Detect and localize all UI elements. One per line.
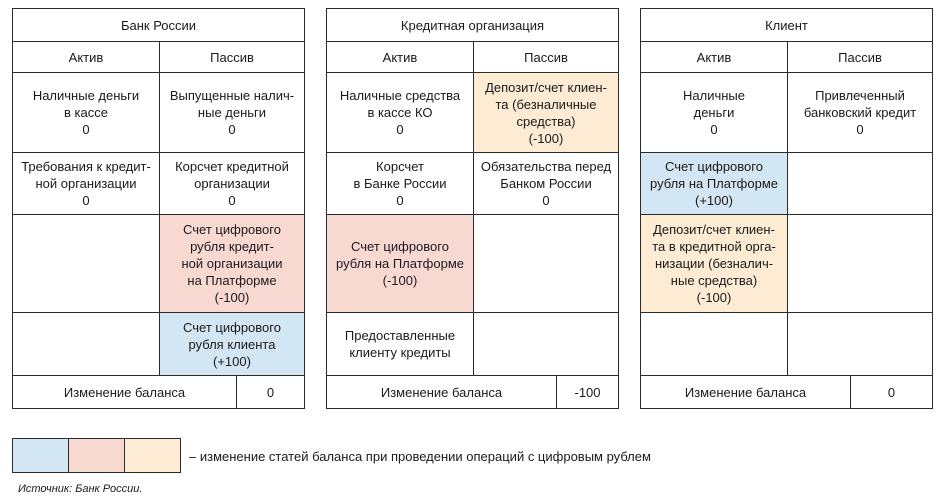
balance-change-label: Изменение баланса xyxy=(640,375,850,408)
table-cell-liability-highlight: Депозит/счет клиен- та (безналичные средства) (-100) xyxy=(473,72,618,152)
table-cell-asset-empty xyxy=(640,312,787,375)
table-cell-asset-empty xyxy=(12,312,159,375)
source-note: Источник: Банк России. xyxy=(18,483,143,495)
top-cropped-line xyxy=(0,0,942,4)
balance-change-value: 0 xyxy=(850,375,932,408)
table-cell-liability-highlight: Счет цифрового рубля клиента (+100) xyxy=(159,312,304,375)
table-cell-asset-empty xyxy=(12,214,159,312)
table-cell-asset: Предоставленные клиенту кредиты xyxy=(326,312,473,375)
table-cell-asset-highlight: Депозит/счет клиен- та в кредитной орга- низации (безналич- ные средства) (-100) xyxy=(640,214,787,312)
balance-change-value: -100 xyxy=(556,375,618,408)
liability-header: Пассив xyxy=(787,41,932,72)
table-title: Клиент xyxy=(640,8,932,41)
table-cell-liability-empty xyxy=(787,152,932,214)
table-cell-liability-empty xyxy=(787,214,932,312)
table-cell-asset-highlight: Счет цифрового рубля на Платформе (+100) xyxy=(640,152,787,214)
legend-swatch-peach xyxy=(124,438,181,473)
balance-change-label: Изменение баланса xyxy=(12,375,236,408)
table-cell-liability-empty xyxy=(473,312,618,375)
table-cell-liability: Выпущенные налич- ные деньги 0 xyxy=(159,72,304,152)
asset-header: Актив xyxy=(326,41,473,72)
table-cell-asset: Наличные деньги 0 xyxy=(640,72,787,152)
table-cell-asset-highlight: Счет цифрового рубля на Платформе (-100) xyxy=(326,214,473,312)
table-cell-liability: Корсчет кредитной организации 0 xyxy=(159,152,304,214)
liability-header: Пассив xyxy=(159,41,304,72)
table-title: Кредитная организация xyxy=(326,8,618,41)
table-cell-liability-empty xyxy=(473,214,618,312)
liability-header: Пассив xyxy=(473,41,618,72)
asset-header: Актив xyxy=(640,41,787,72)
asset-header: Актив xyxy=(12,41,159,72)
balance-change-label: Изменение баланса xyxy=(326,375,556,408)
table-cell-asset: Корсчет в Банке России 0 xyxy=(326,152,473,214)
table-cell-liability: Привлеченный банковский кредит 0 xyxy=(787,72,932,152)
table-cell-liability: Обязательства перед Банком России 0 xyxy=(473,152,618,214)
legend-text: – изменение статей баланса при проведении операций с цифровым рублем xyxy=(189,449,651,464)
table-title: Банк России xyxy=(12,8,304,41)
table-cell-asset: Требования к кредит- ной организации 0 xyxy=(12,152,159,214)
legend-swatch-blue xyxy=(12,438,69,473)
table-cell-liability-highlight: Счет цифрового рубля кредит- ной организации на Платформе (-100) xyxy=(159,214,304,312)
balance-change-value: 0 xyxy=(236,375,304,408)
table-cell-liability-empty xyxy=(787,312,932,375)
legend-swatch-pink xyxy=(68,438,125,473)
table-cell-asset: Наличные средства в кассе КО 0 xyxy=(326,72,473,152)
table-cell-asset: Наличные деньги в кассе 0 xyxy=(12,72,159,152)
